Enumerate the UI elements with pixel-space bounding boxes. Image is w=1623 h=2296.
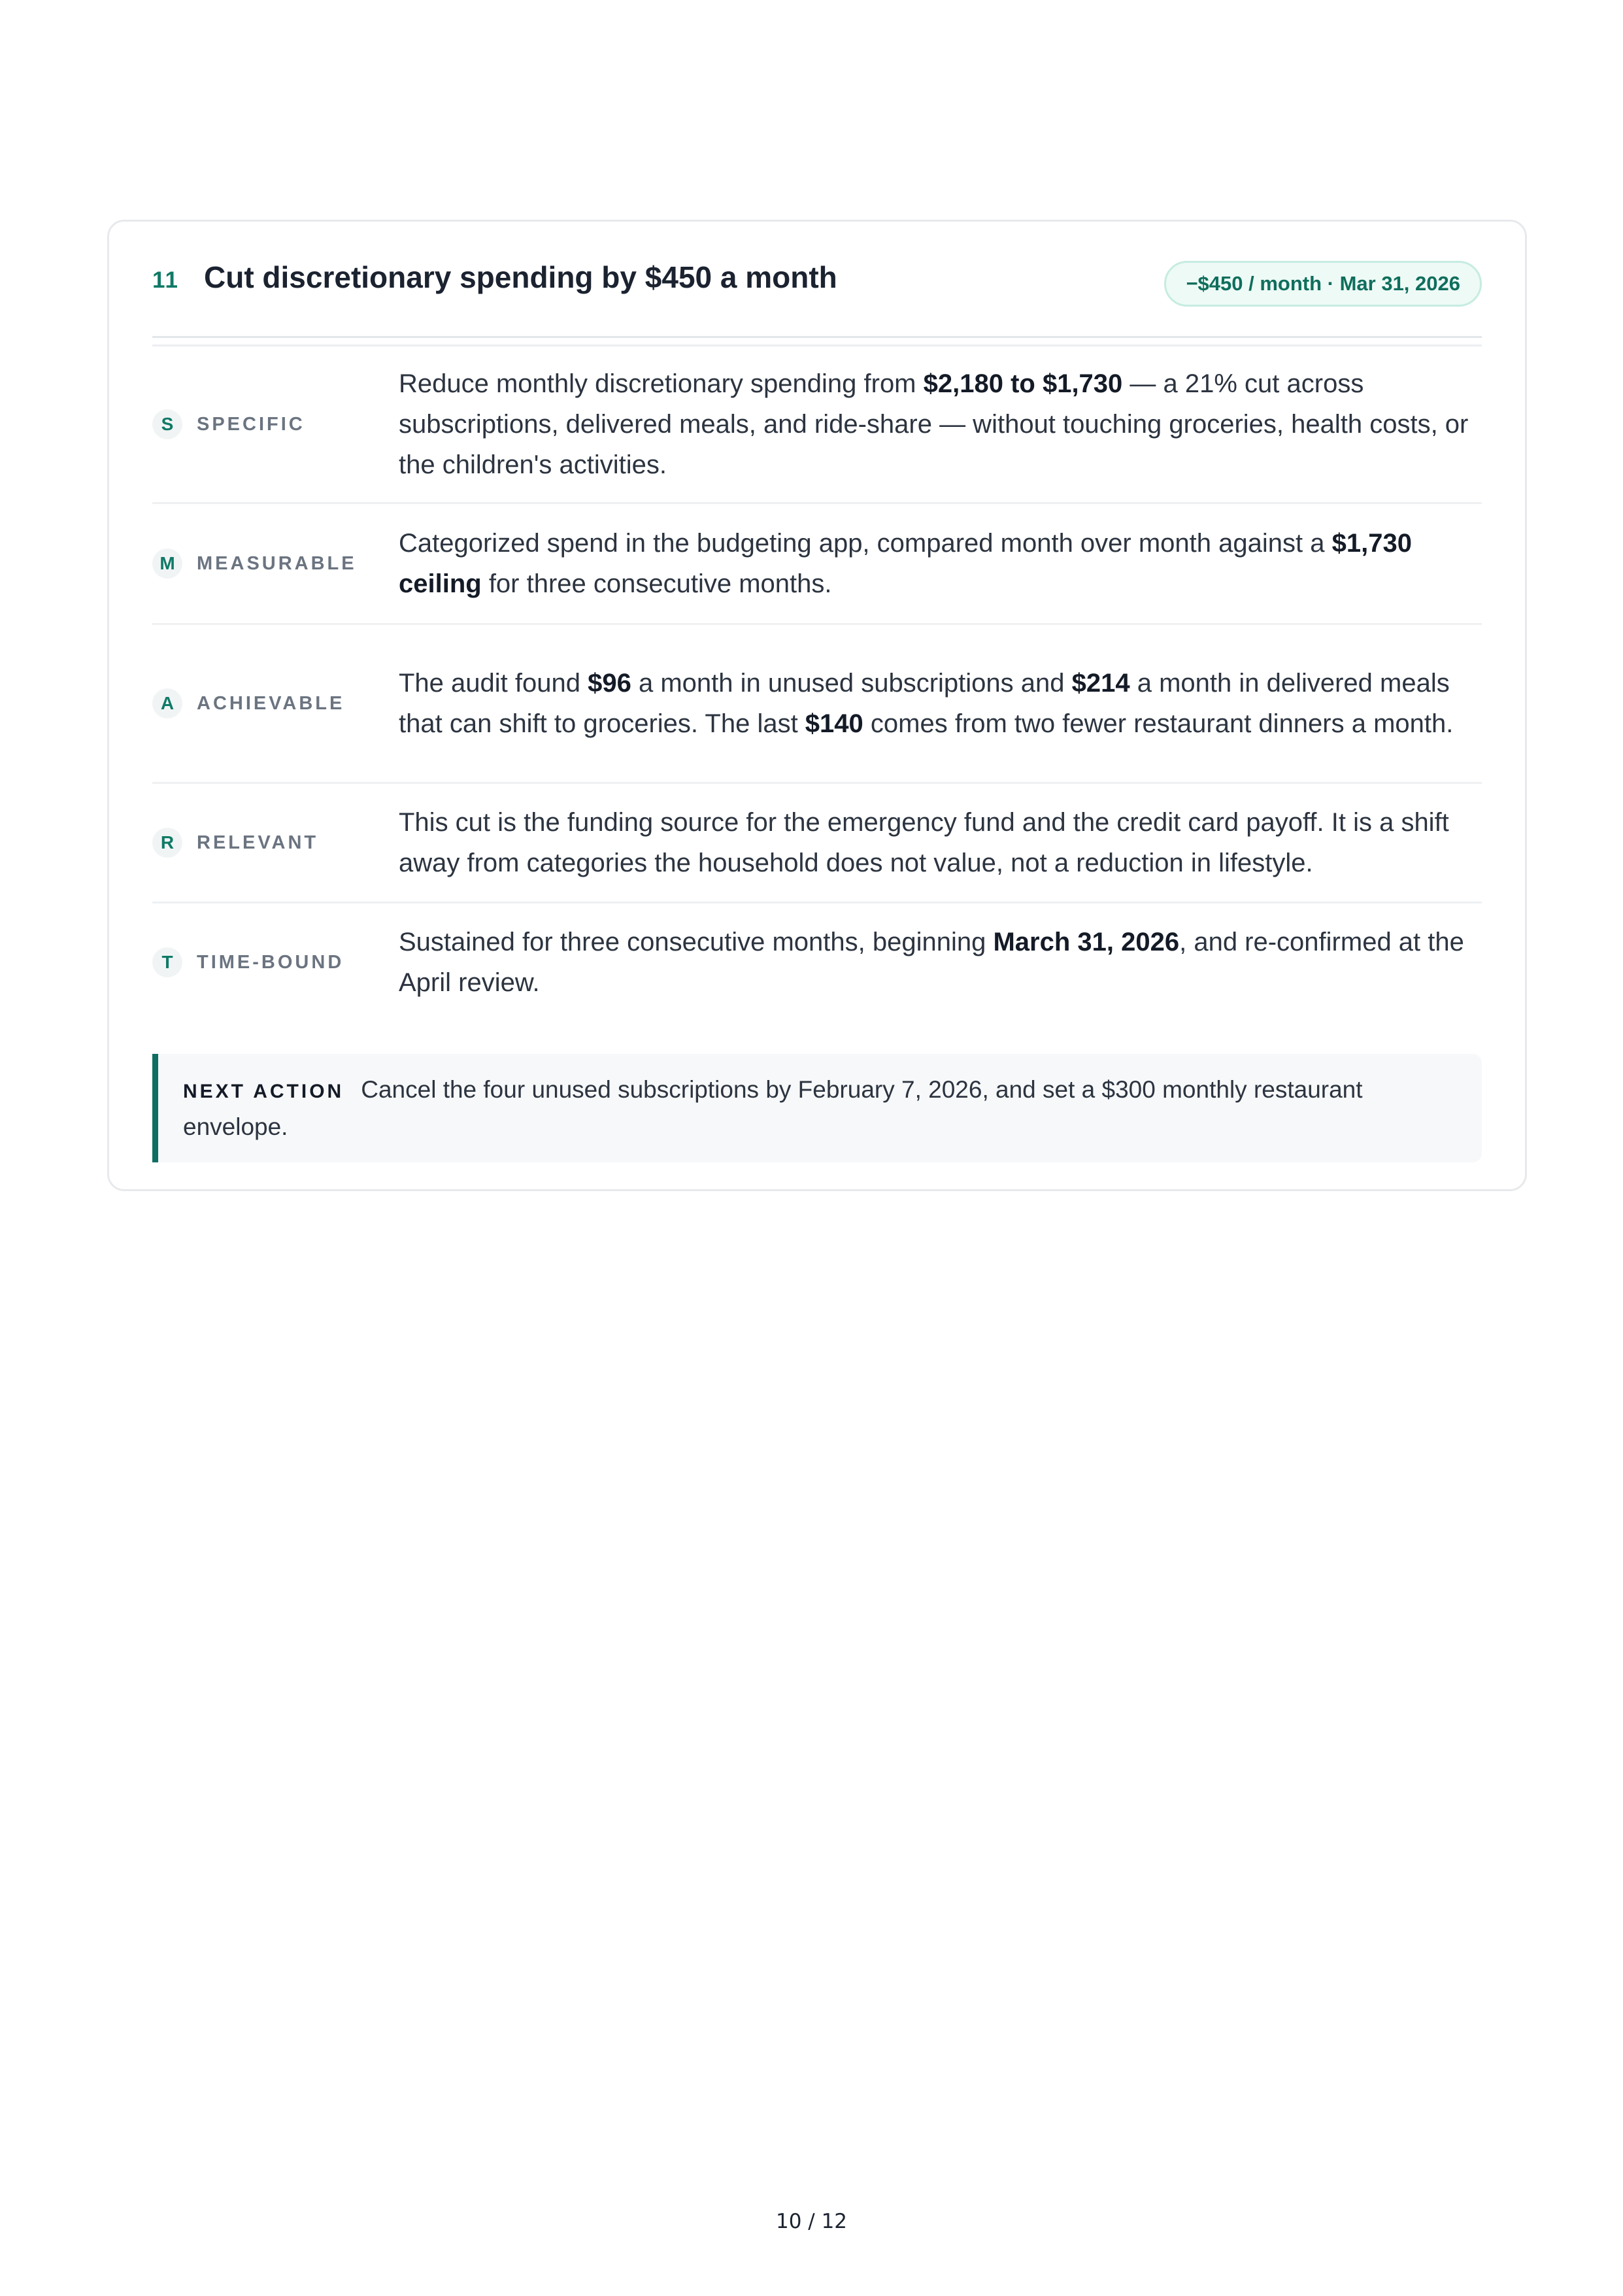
description-text: The audit found [399, 669, 588, 698]
smart-criterion-name: SPECIFIC [197, 413, 305, 435]
description-text: , and re-confirmed at the April review. [399, 928, 1464, 997]
highlighted-figure: $96 [588, 669, 631, 698]
smart-row-time-bound [152, 903, 1482, 1021]
description-text: for three consecutive months. [481, 569, 832, 598]
highlighted-figure: $214 [1071, 669, 1130, 698]
goal-card [107, 220, 1527, 1191]
smart-label [152, 688, 344, 718]
smart-description [399, 663, 1482, 744]
description-text: This cut is the funding source for the emergency fund and the credit card payoff. It is a shift away from categories the household does not value, not a reduction in lifestyle. [399, 808, 1449, 877]
description-text: — a 21% cut across subscriptions, delivered meals, and ride-share — without touching groceries, health costs, or the children's activities. [399, 369, 1469, 479]
description-text: Reduce monthly discretionary spending from [399, 369, 924, 398]
highlighted-figure: $2,180 to $1,730 [923, 369, 1123, 398]
smart-label [152, 409, 305, 439]
smart-criterion-name: TIME-BOUND [197, 951, 344, 973]
smart-criterion-name: RELEVANT [197, 832, 319, 853]
smart-letter-badge: R [152, 828, 182, 858]
smart-letter-badge: S [152, 409, 182, 439]
smart-row-relevant [152, 784, 1482, 903]
goal-header [152, 222, 1482, 336]
smart-letter-badge: T [152, 947, 182, 977]
description-text: comes from two fewer restaurant dinners a month. [863, 709, 1454, 738]
page-number: 10 / 12 [775, 2210, 848, 2233]
goal-target-badge: −$450 / month · Mar 31, 2026 [1164, 261, 1482, 307]
next-action-label: NEXT ACTION [183, 1081, 344, 1102]
smart-row-achievable [152, 625, 1482, 784]
smart-label [152, 947, 344, 977]
smart-description [399, 523, 1482, 604]
smart-letter-badge: A [152, 688, 182, 718]
next-action-callout [152, 1054, 1482, 1162]
smart-row-measurable [152, 504, 1482, 625]
highlighted-figure: $140 [805, 709, 863, 738]
description-text: Sustained for three consecutive months, beginning [399, 928, 994, 956]
smart-criterion-name: ACHIEVABLE [197, 692, 345, 714]
smart-label [152, 549, 357, 579]
header-divider [152, 336, 1482, 338]
next-action-text: Cancel the four unused subscriptions by February 7, 2026, and set a $300 monthly restaurant envelope. [183, 1076, 1363, 1140]
description-text: a month in unused subscriptions and [631, 669, 1072, 698]
smart-description [399, 802, 1482, 883]
description-text: a month in delivered meals that can shift to groceries. The last [399, 669, 1450, 738]
highlighted-figure: $1,730 ceiling [399, 529, 1412, 598]
goal-title: Cut discretionary spending by $450 a month [204, 260, 837, 294]
description-text: Categorized spend in the budgeting app, compared month over month against a [399, 529, 1332, 558]
highlighted-figure: March 31, 2026 [993, 928, 1180, 956]
smart-label [152, 828, 318, 858]
smart-description [399, 922, 1482, 1003]
goal-number: 11 [152, 267, 179, 293]
smart-row-specific [152, 346, 1482, 504]
smart-criterion-name: MEASURABLE [197, 552, 357, 574]
smart-letter-badge: M [152, 549, 182, 579]
smart-description [399, 363, 1482, 485]
goal-card-content [152, 222, 1482, 1162]
